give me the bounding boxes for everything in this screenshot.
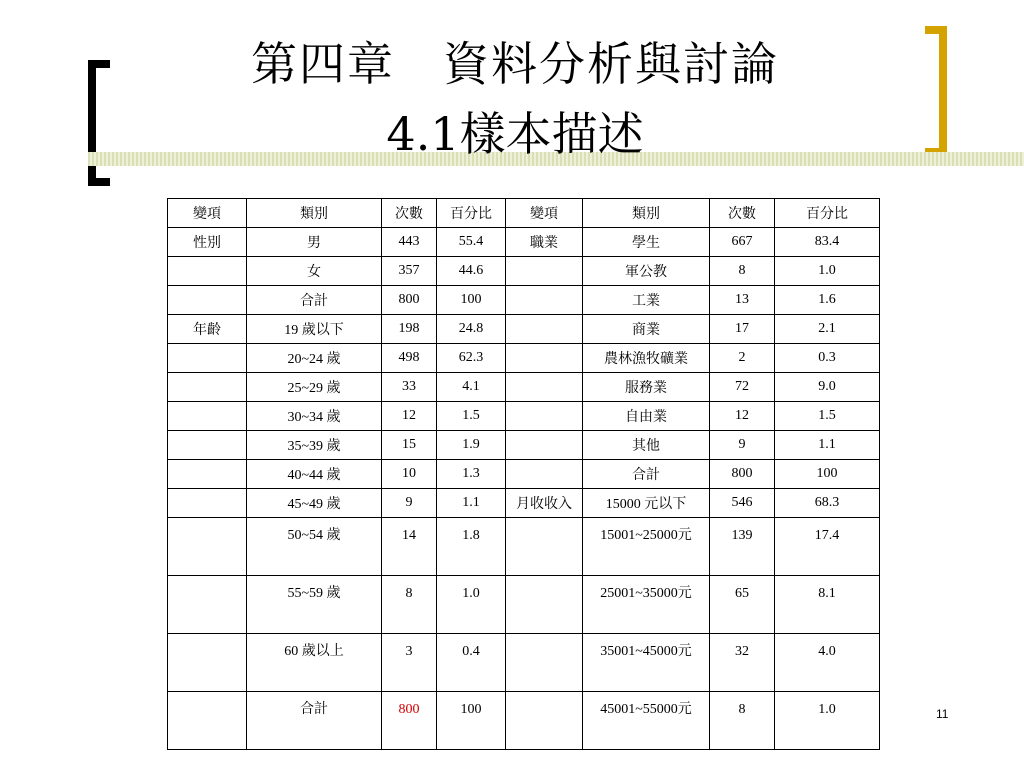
table-cell: 17 (710, 315, 775, 344)
table-cell: 女 (247, 257, 382, 286)
header-cell: 變項 (168, 199, 247, 228)
table-cell: 學生 (583, 228, 710, 257)
table-cell: 2.1 (775, 315, 880, 344)
table-cell: 1.0 (775, 257, 880, 286)
slide-subtitle: 4.1樣本描述 (386, 107, 644, 161)
table-cell: 30~34 歲 (247, 402, 382, 431)
table-cell: 其他 (583, 431, 710, 460)
table-cell (168, 431, 247, 460)
table-cell (168, 257, 247, 286)
table-cell (168, 286, 247, 315)
table-cell: 17.4 (775, 518, 880, 576)
table-cell: 1.6 (775, 286, 880, 315)
table-cell: 35~39 歲 (247, 431, 382, 460)
header-cell: 類別 (247, 199, 382, 228)
header-cell: 百分比 (775, 199, 880, 228)
table-cell: 4.0 (775, 634, 880, 692)
table-cell: 0.3 (775, 344, 880, 373)
table-cell: 15001~25000元 (583, 518, 710, 576)
table-row (168, 431, 880, 460)
table-cell: 1.1 (437, 489, 506, 518)
table-cell: 職業 (506, 228, 583, 257)
table-row (168, 460, 880, 489)
table-cell (506, 576, 583, 634)
table-cell: 198 (382, 315, 437, 344)
table-row (168, 489, 880, 518)
table-cell: 800 (382, 286, 437, 315)
header-cell: 次數 (710, 199, 775, 228)
left-bracket-decoration (88, 60, 110, 186)
table-cell: 100 (437, 286, 506, 315)
header-cell: 百分比 (437, 199, 506, 228)
table-cell: 8.1 (775, 576, 880, 634)
table-cell (168, 692, 247, 750)
table-cell: 32 (710, 634, 775, 692)
table-cell (506, 315, 583, 344)
table-cell: 12 (382, 402, 437, 431)
table-cell: 139 (710, 518, 775, 576)
table-cell: 自由業 (583, 402, 710, 431)
table-cell: 20~24 歲 (247, 344, 382, 373)
table-cell: 性別 (168, 228, 247, 257)
slide-title: 第四章 資料分析與討論 (251, 37, 779, 91)
table-cell: 年齡 (168, 315, 247, 344)
table-cell: 25~29 歲 (247, 373, 382, 402)
table-cell: 83.4 (775, 228, 880, 257)
table-cell: 15000 元以下 (583, 489, 710, 518)
table-cell: 商業 (583, 315, 710, 344)
table-cell: 4.1 (437, 373, 506, 402)
table-header-row (168, 199, 880, 228)
table-cell: 443 (382, 228, 437, 257)
table-cell (506, 373, 583, 402)
table-cell: 33 (382, 373, 437, 402)
table-cell (168, 402, 247, 431)
table-cell: 667 (710, 228, 775, 257)
table-cell: 1.9 (437, 431, 506, 460)
table-cell: 1.0 (775, 692, 880, 750)
table-cell (168, 489, 247, 518)
table-cell: 100 (775, 460, 880, 489)
table-row (168, 518, 880, 576)
table-cell: 合計 (583, 460, 710, 489)
table-cell: 13 (710, 286, 775, 315)
table-cell: 72 (710, 373, 775, 402)
table-row (168, 576, 880, 634)
header-cell: 變項 (506, 199, 583, 228)
table-row (168, 257, 880, 286)
table-cell: 服務業 (583, 373, 710, 402)
table-cell (506, 460, 583, 489)
table-cell: 800 (382, 692, 437, 750)
table-cell: 62.3 (437, 344, 506, 373)
table-cell (506, 692, 583, 750)
header-cell: 類別 (583, 199, 710, 228)
table-cell (168, 460, 247, 489)
table-row (168, 634, 880, 692)
table-cell: 9 (382, 489, 437, 518)
table-cell (506, 518, 583, 576)
table-cell: 19 歲以下 (247, 315, 382, 344)
header-cell: 次數 (382, 199, 437, 228)
table-cell (506, 257, 583, 286)
table-cell: 工業 (583, 286, 710, 315)
table-cell: 50~54 歲 (247, 518, 382, 576)
table-cell: 65 (710, 576, 775, 634)
table-cell: 45001~55000元 (583, 692, 710, 750)
table-cell (168, 576, 247, 634)
table-row (168, 286, 880, 315)
table-cell: 8 (710, 692, 775, 750)
table-cell: 1.5 (775, 402, 880, 431)
table-cell (168, 344, 247, 373)
table-cell: 44.6 (437, 257, 506, 286)
table-cell: 100 (437, 692, 506, 750)
table-cell: 14 (382, 518, 437, 576)
table-cell: 8 (382, 576, 437, 634)
table-cell: 9 (710, 431, 775, 460)
table-cell (506, 634, 583, 692)
table-cell: 3 (382, 634, 437, 692)
table-row (168, 402, 880, 431)
table-cell: 15 (382, 431, 437, 460)
table-cell: 55~59 歲 (247, 576, 382, 634)
table-cell: 0.4 (437, 634, 506, 692)
table-cell: 25001~35000元 (583, 576, 710, 634)
table-cell: 45~49 歲 (247, 489, 382, 518)
table-cell (506, 344, 583, 373)
table-row (168, 373, 880, 402)
table-row (168, 228, 880, 257)
table-cell: 546 (710, 489, 775, 518)
table-cell: 軍公教 (583, 257, 710, 286)
table-cell: 8 (710, 257, 775, 286)
table-cell (506, 402, 583, 431)
table-cell: 2 (710, 344, 775, 373)
table-cell: 55.4 (437, 228, 506, 257)
table-cell: 35001~45000元 (583, 634, 710, 692)
table-cell: 40~44 歲 (247, 460, 382, 489)
slide-number: 11 (936, 707, 949, 721)
table-cell: 1.0 (437, 576, 506, 634)
data-table (167, 198, 880, 750)
table-cell (168, 634, 247, 692)
stripe-gap (0, 152, 88, 166)
table-body (168, 228, 880, 750)
table-cell: 24.8 (437, 315, 506, 344)
table-cell: 800 (710, 460, 775, 489)
table-cell: 498 (382, 344, 437, 373)
table-cell: 60 歲以上 (247, 634, 382, 692)
table-cell: 9.0 (775, 373, 880, 402)
table-row (168, 692, 880, 750)
table-cell: 月收收入 (506, 489, 583, 518)
table-cell: 1.8 (437, 518, 506, 576)
table-cell (506, 431, 583, 460)
table-cell: 合計 (247, 692, 382, 750)
table-row (168, 315, 880, 344)
table-cell: 1.5 (437, 402, 506, 431)
table-cell: 12 (710, 402, 775, 431)
table-cell: 合計 (247, 286, 382, 315)
table-row (168, 344, 880, 373)
table-cell: 10 (382, 460, 437, 489)
table-cell: 1.1 (775, 431, 880, 460)
table-cell (168, 518, 247, 576)
right-bracket-decoration (925, 26, 947, 156)
sample-description-table (167, 198, 880, 750)
table-cell (168, 373, 247, 402)
table-cell: 1.3 (437, 460, 506, 489)
table-cell: 農林漁牧礦業 (583, 344, 710, 373)
table-cell: 68.3 (775, 489, 880, 518)
table-cell: 357 (382, 257, 437, 286)
table-cell (506, 286, 583, 315)
table-cell: 男 (247, 228, 382, 257)
